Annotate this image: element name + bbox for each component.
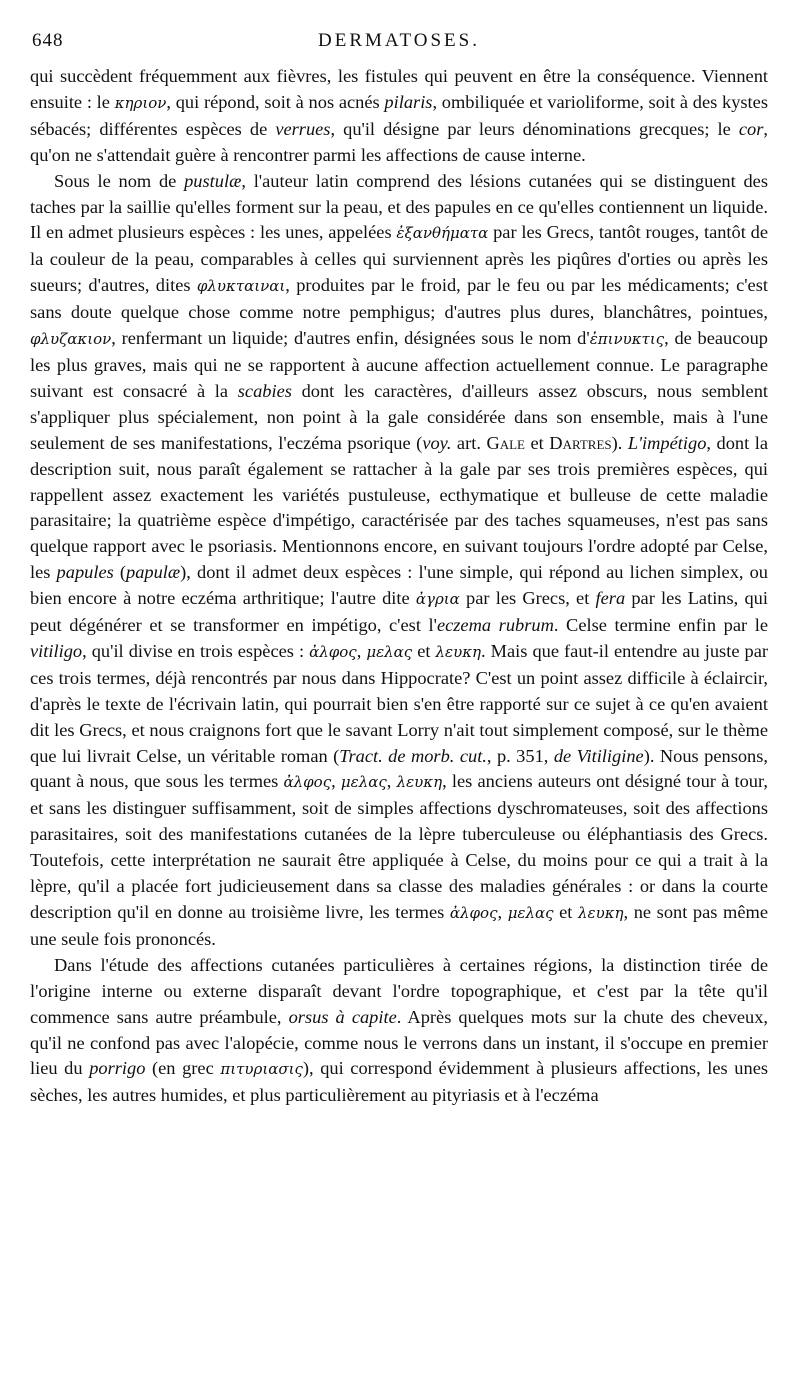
- text-run: ,: [331, 771, 341, 792]
- italic-term: pustulæ: [184, 170, 242, 191]
- text-run: , renfermant un liquide; d'autres enfin, désignées sous le nom d': [111, 328, 590, 349]
- paragraph-p2: [30, 169, 768, 953]
- text-run: par les Latins, qui peut dégénérer et se transformer en impétigo, c'est l': [30, 588, 768, 636]
- greek-term: φλυζακιον: [30, 330, 112, 349]
- text-run: ), qui correspond évidemment à plusieurs affections, les unes sèches, les autres humides, et plus particulièrement au pityriasis et à l'eczéma: [30, 1058, 769, 1106]
- greek-term: μελας: [366, 642, 413, 661]
- text-run: (: [113, 562, 126, 583]
- paragraph-p1: [30, 64, 768, 169]
- text-run: qui succèdent fréquemment aux fièvres, les fistules qui peuvent en être la conséquence. Viennent ensuite : le: [30, 66, 768, 112]
- text-run: . Après quelques mots sur la chute des cheveux, qu'il ne confond pas avec l'alopécie, comme nous le verrons dans un instant, il s'occupe en premier lieu du: [30, 1006, 768, 1079]
- small-caps-term: Gale: [486, 432, 525, 453]
- greek-term: ἀγρια: [415, 590, 460, 609]
- text-run: dont les caractères, d'ailleurs assez obscurs, nous semblent s'appliquer plus spécialement, non point à la gale considérée dans son ensemble, mais à l'une seulement de ses manifestations, l'eczéma psorique (: [30, 380, 768, 453]
- text-run: , ne sont pas même une seule fois prononcés.: [30, 902, 768, 949]
- paragraph-p3: [30, 953, 768, 1109]
- greek-term: πιτυριασις: [220, 1060, 303, 1079]
- text-run: ,: [356, 640, 367, 661]
- text-run: et: [553, 902, 579, 922]
- text-run: Dans l'étude des affections cutanées particulières à certaines régions, la distinction tirée de l'origine interne ou externe disparaît devant l'ordre topographique, et c'est par la tête qu'il commence sans autre préambule,: [30, 954, 768, 1027]
- running-head: [30, 30, 768, 60]
- text-run: Sous le nom de: [54, 170, 185, 191]
- text-run: , de beaucoup les plus graves, mais qui ne se rapportent à aucune affection actuellement connue. Le paragraphe suivant est consacré à la: [30, 328, 768, 401]
- page-number: 648: [32, 30, 64, 51]
- italic-term: papules: [56, 562, 114, 583]
- text-run: , qu'on ne s'attendait guère à rencontrer parmi les affections de cause interne.: [30, 118, 768, 165]
- italic-term: Tract. de morb. cut.: [339, 745, 487, 766]
- text-run: (en grec: [145, 1058, 221, 1079]
- text-run: , dont la description suit, nous paraît également se rattacher à la gale par ses trois premières espèces, qui rappellent assez exactement les variétés pustuleuse, ecthymatique et bulleuse de cette maladie parasitaire; la quatrième espèce d'impétigo, caractérisée par des taches squameuses, n'est pas sans quelque rapport avec le psoriasis. Mentionnons encore, en suivant toujours l'ordre adopté par Celse, les: [30, 432, 768, 583]
- text-run: ).: [611, 432, 628, 453]
- italic-term: fera: [595, 588, 626, 609]
- italic-term: L'impétigo: [627, 432, 707, 453]
- text-run: ,: [497, 902, 508, 922]
- text-run: ,: [386, 771, 397, 792]
- text-run: par les Grecs, et: [459, 588, 596, 609]
- italic-term: scabies: [237, 380, 292, 401]
- italic-term: de Vitiligine: [553, 745, 644, 766]
- italic-term: papulæ: [126, 562, 181, 583]
- greek-term: λευκη: [578, 904, 624, 922]
- text-run: , qui répond, soit à nos acnés: [166, 91, 385, 112]
- italic-term: voy.: [422, 432, 452, 453]
- greek-term: λευκη: [396, 773, 443, 792]
- text-run: , qu'il divise en trois espèces :: [82, 640, 310, 661]
- text-run: . Celse termine enfin par le: [553, 615, 768, 636]
- small-caps-term: Dartres: [549, 432, 612, 453]
- text-run: et: [525, 432, 550, 453]
- body-text: [30, 64, 768, 1109]
- text-run: , p. 351,: [486, 745, 554, 766]
- italic-term: eczema rubrum: [436, 615, 554, 636]
- italic-term: verrues: [275, 118, 331, 139]
- greek-term: μελας: [340, 773, 387, 792]
- greek-term: ἀλφος: [283, 773, 332, 792]
- italic-term: pilaris: [384, 91, 433, 112]
- greek-term: ἐξανθήματα: [396, 224, 489, 243]
- greek-term: φλυκταιναι: [196, 277, 286, 296]
- greek-term: μελας: [507, 904, 554, 922]
- text-run: . Mais que faut-il entendre au juste par ces trois termes, déjà rencontrés par nous dans Hippocrate? C'est un point assez difficile à éclaircir, d'après le texte de l'écrivain latin, qui pourrait bien s'en être rapporté sur ce sujet à ce qu'en avaient dit les Grecs, et nous craignons fort que le savant Lorry n'ait tout simplement composé, sur le thème que lui livrait Celse, un véritable roman (: [30, 640, 768, 766]
- greek-term: λευκη: [435, 642, 482, 661]
- text-run: ). Nous pensons, quant à nous, que sous les termes: [30, 745, 768, 792]
- running-title: DERMATOSES.: [318, 30, 480, 51]
- italic-term: porrigo: [89, 1058, 146, 1079]
- text-run: art.: [451, 432, 487, 453]
- italic-term: orsus à capite: [288, 1006, 397, 1027]
- text-run: , l'auteur latin comprend des lésions cutanées qui se distinguent des taches par la saillie qu'elles forment sur la peau, et des papules en ce qu'elles contiennent un liquide. Il en admet plusieurs espèces : les unes, appelées: [30, 170, 768, 243]
- text-run: ), dont il admet deux espèces : l'une simple, qui répond au lichen simplex, ou bien encore à notre eczéma arthritique; l'autre dite: [30, 562, 768, 609]
- text-run: , les anciens auteurs ont désigné tour à tour, et sans les distinguer suffisamment, soit de simples affections dyschromateuses, soit des affections parasitaires, soit des manifestations cutanées de la lèpre tuberculeuse ou éléphantiasis des Grecs. Toutefois, cette interprétation ne saurait être appliquée à Celse, du moins pour ce qui a trait à la lèpre, qu'il a placée fort judicieusement dans sa classe des maladies générales : or dans la courte description qu'il en donne au troisième livre, les termes: [30, 771, 768, 922]
- text-run: , qu'il désigne par leurs dénominations grecques; le: [330, 118, 739, 139]
- italic-term: cor: [738, 118, 764, 139]
- text-run: et: [412, 640, 436, 661]
- text-run: , produites par le froid, par le feu ou par les médicaments; c'est sans doute quelque chose comme notre pemphigus; d'autres plus dures, blanchâtres, pointues,: [30, 275, 768, 323]
- text-run: par les Grecs, tantôt rouges, tantôt de la couleur de la peau, comparables à celles qui surviennent après les piqûres d'orties ou après les sueurs; d'autres, dites: [30, 222, 768, 296]
- greek-term: ἀλφος: [309, 642, 357, 661]
- greek-term: κηριον: [114, 93, 167, 112]
- text-run: , ombiliquée et varioliforme, soit à des kystes sébacés; différentes espèces de: [30, 91, 768, 139]
- italic-term: vitiligo: [30, 640, 83, 661]
- greek-term: ἀλφος: [449, 904, 498, 922]
- greek-term: ἐπινυκτις: [589, 330, 665, 349]
- book-page: [30, 30, 768, 1109]
